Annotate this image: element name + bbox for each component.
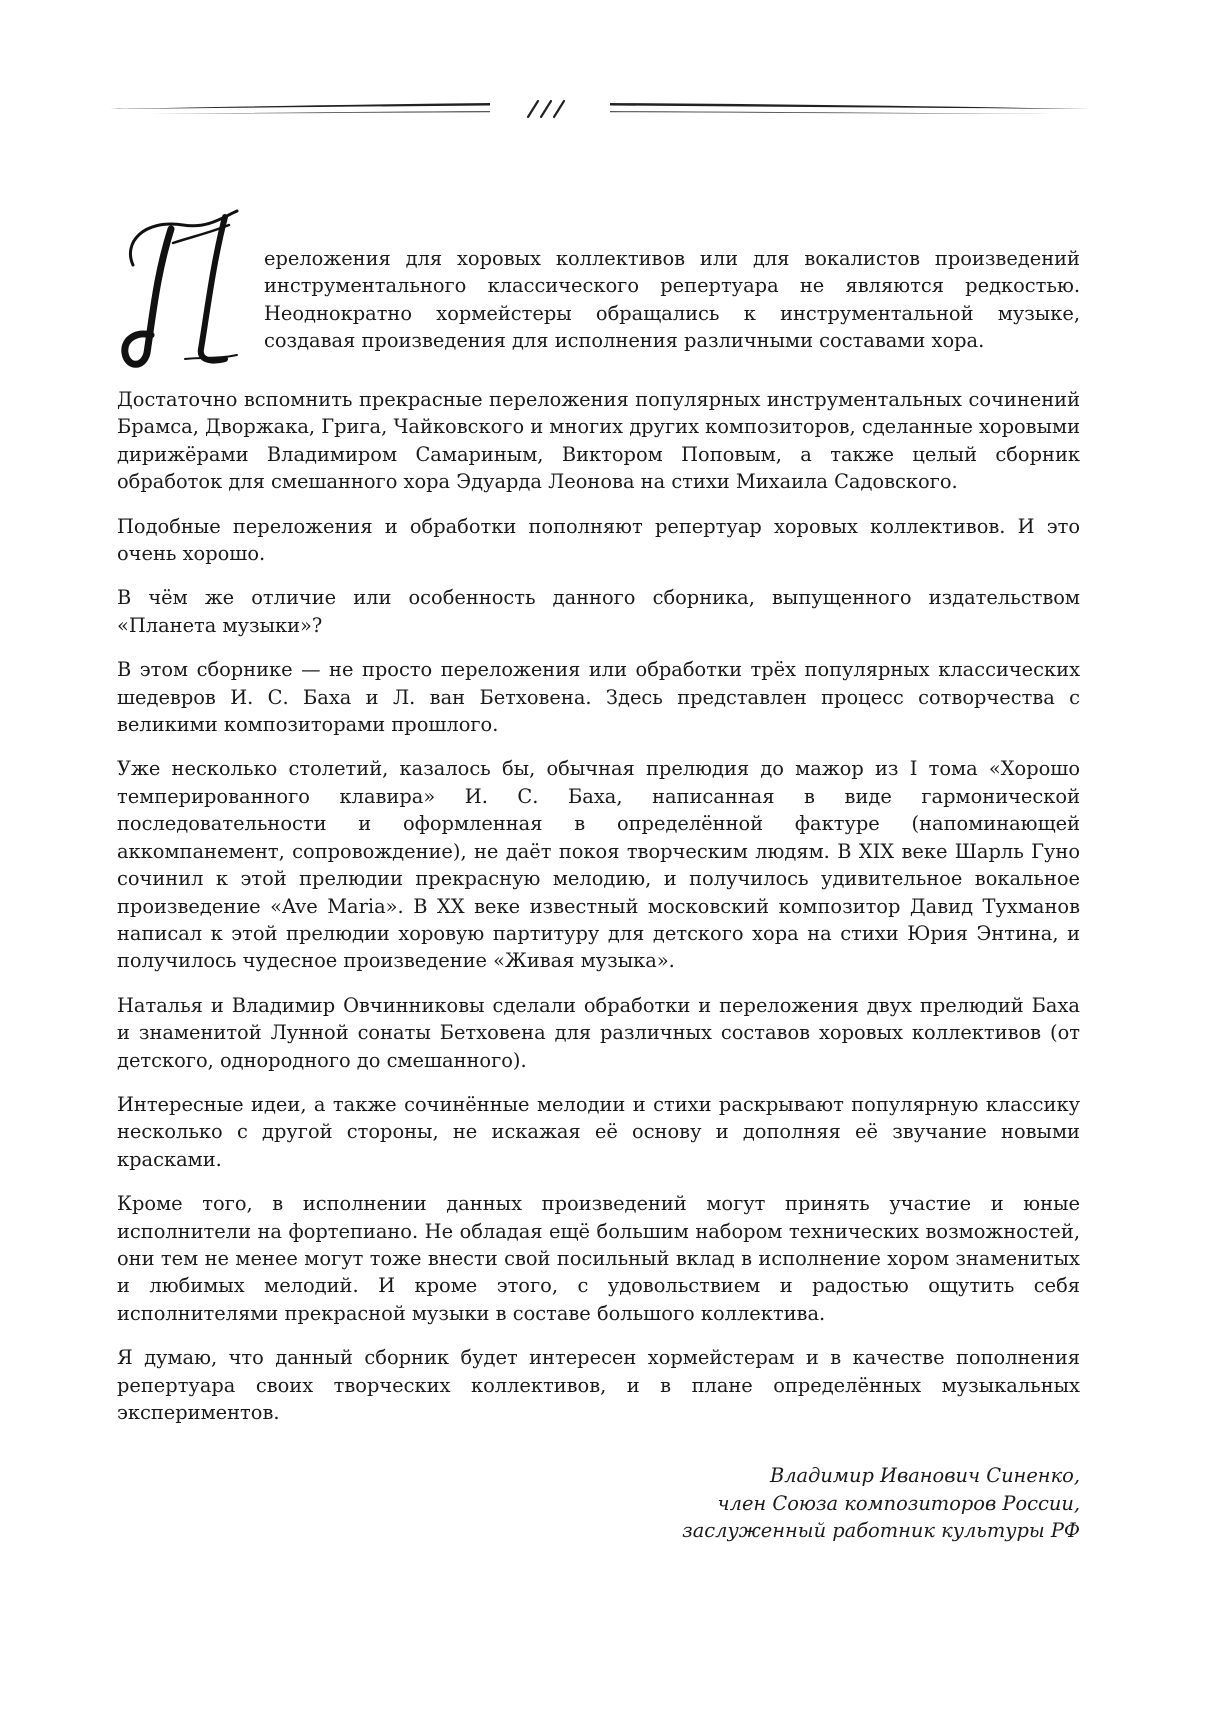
paragraph-7: Интересные идеи, а также сочинённые мелодии и стихи раскрывают популярную классику несколько с другой стороны, не искажая её основу и дополняя её звучание новыми красками. [117, 1092, 1080, 1171]
signature-title-2: заслуженный работник культуры РФ [682, 1519, 1080, 1543]
signature-block [117, 1462, 1080, 1544]
intro-paragraph: ереложения для хоровых коллективов или для вокалистов произведений инструментального классического репертуара не являются редкостью. Неоднократно хормейстеры обращались к инструментальной музыке, создавая произведения для исполнения различными составами хора. [264, 247, 1080, 353]
signature-name: Владимир Иванович Синенко, [769, 1464, 1080, 1488]
ornament-slashes [528, 101, 564, 117]
paragraph-2: Подобные переложения и обработки пополняют репертуар хоровых коллективов. И это очень хорошо. [117, 514, 1080, 566]
paragraph-1: Достаточно вспомнить прекрасные переложения популярных инструментальных сочинений Брамса, Дворжака, Грига, Чайковского и многих других композиторов, сделанные хоровыми дирижёрами Владимиром Самариным, Виктором Поповым, а также целый сборник обработок для смешанного хора Эдуарда Леонова на стихи Михаила Садовского. [117, 388, 1081, 494]
page-content [117, 245, 1080, 1545]
paragraph-4: В этом сборнике — не просто переложения или обработки трёх популярных классических шедевров И. С. Баха и Л. ван Бетховена. Здесь представлен процесс сотворчества с великими композиторами прошлого. [117, 658, 1080, 737]
dropcap-letter [113, 203, 247, 373]
paragraph-5: Уже несколько столетий, казалось бы, обычная прелюдия до мажор из I тома «Хорошо темперированного клавира» И. С. Баха, написанная в виде гармонической последовательности и оформленная в определённой фактуре (напоминающей аккомпанемент, сопровождение), не даёт покоя творческим людям. В XIX веке Шарль Гуно сочинил к этой прелюдии прекрасную мелодию, и получилось удивительное вокальное произведение «Ave Maria». В XX веке известный московский композитор Давид Тухманов написал к этой прелюдии хоровую партитуру для детского хора на стихи Юрия Энтина, и получилось чудесное произведение «Живая музыка». [117, 757, 1080, 973]
ornament-left-rule [110, 103, 490, 109]
header-ornament [110, 95, 1090, 135]
paragraph-6: Наталья и Владимир Овчинниковы сделали обработки и переложения двух прелюдий Баха и знаменитой Лунной сонаты Бетховена для различных составов хоровых коллективов (от детского, однородного до смешанного). [117, 993, 1080, 1072]
paragraph-3: В чём же отличие или особенность данного сборника, выпущенного издательством «Планета музыки»? [117, 586, 1080, 637]
paragraph-9: Я думаю, что данный сборник будет интересен хормейстерам и в качестве пополнения репертуара своих творческих коллективов, и в плане определённых музыкальных экспериментов. [117, 1346, 1080, 1424]
intro-block [117, 245, 1080, 369]
ornament-right-rule [610, 103, 1090, 109]
paragraph-8: Кроме того, в исполнении данных произведений могут принять участие и юные исполнители на фортепиано. Не обладая ещё большим набором технических возможностей, они тем не менее могут тоже внести свой посильный вклад в исполнение хором знаменитых и любимых мелодий. И кроме этого, с удовольствием и радостью ощутить себя исполнителями прекрасной музыки в составе большого коллектива. [117, 1192, 1080, 1325]
signature-title-1: член Союза композиторов России, [717, 1491, 1080, 1515]
